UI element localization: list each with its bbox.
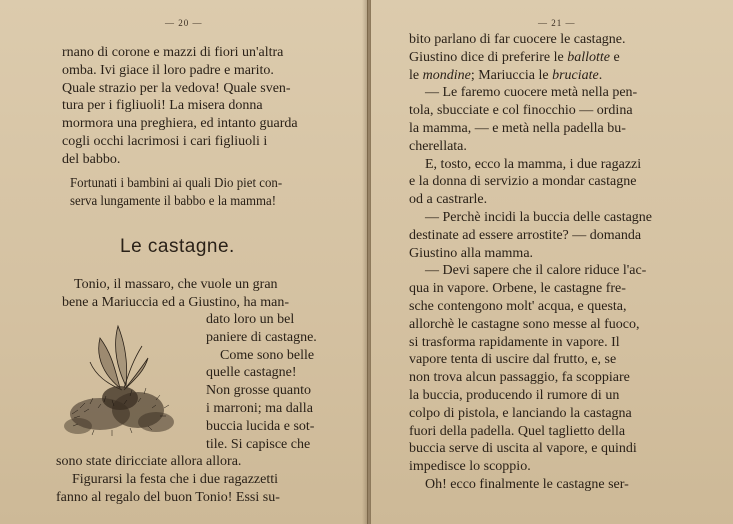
text-line: sche contengono molt' acqua, e questa, — [409, 298, 627, 314]
text-line: serva lungamente il babbo e la mamma! — [70, 194, 277, 209]
text-fragment: e — [610, 49, 620, 65]
chestnut-branch-engraving-icon — [60, 318, 180, 442]
text-line: quelle castagne! — [206, 365, 297, 381]
text-line: paniere di castagne. — [206, 329, 317, 345]
text-fragment-italic: bruciate — [552, 67, 599, 83]
text-line: si trasforma rapidamente in vapore. Il — [409, 334, 620, 350]
text-line: Figurarsi la festa che i due ragazzetti — [72, 471, 279, 487]
text-line — [409, 67, 652, 85]
text-line: Non grosse quanto — [206, 383, 311, 399]
text-line: mormora una preghiera, ed intanto guarda — [62, 116, 298, 132]
text-line: i marroni; ma dalla — [206, 400, 313, 416]
text-line: bene a Mariuccia ed a Giustino, ha man- — [62, 294, 290, 310]
text-line: colpo di pistola, e lanciando la castagna — [409, 405, 632, 421]
text-line: od a castrarle. — [409, 192, 488, 208]
text-fragment-italic: mondine — [422, 67, 471, 83]
text-line: buccia lucida e sot- — [206, 418, 315, 434]
text-line: Quale strazio per la vedova! Quale sven- — [62, 80, 291, 96]
text-line: la buccia, producendo il rumore di un — [409, 387, 620, 403]
text-line: — Perchè incidi la buccia delle castagne — [425, 209, 653, 225]
text-line: fuori della padella. Quel taglietto della — [409, 423, 626, 439]
text-line: impedisce lo scoppio. — [409, 459, 531, 475]
chapter-heading: Le castagne. — [120, 236, 235, 257]
text-line — [409, 49, 652, 67]
text-line: e la donna di servizio a mondar castagne — [409, 174, 637, 190]
left-page-number: — 20 — — [165, 18, 203, 28]
text-line: Oh! ecco finalmente le castagne ser- — [425, 476, 629, 492]
left-top-paragraph — [62, 44, 298, 169]
text-line: — Devi sapere che il calore riduce l'ac- — [425, 263, 647, 279]
text-line: buccia serve di uscita al vapore, e quindi — [409, 441, 637, 457]
story-intro — [62, 276, 290, 312]
text-line: omba. Ivi giace il loro padre e marito. — [62, 62, 274, 78]
text-line: la mamma, — e metà nella padella bu- — [409, 120, 626, 136]
text-line: vapore tenta di uscire dal frutto, e, se — [409, 352, 617, 368]
text-line: tile. Si capisce che — [206, 436, 311, 452]
text-line: — Le faremo cuocere metà nella pen- — [425, 85, 638, 101]
right-page — [370, 0, 733, 524]
text-fragment-italic: ballotte — [567, 49, 610, 65]
text-line: Fortunati i bambini ai quali Dio piet con- — [70, 176, 283, 191]
text-line: tura per i figliuoli! La misera donna — [62, 98, 263, 114]
text-line: del babbo. — [62, 151, 121, 167]
text-line: qua in vapore. Orbene, le castagne fre- — [409, 281, 626, 297]
text-line: cogli occhi lacrimosi i cari figliuoli i — [62, 133, 268, 149]
text-line: Come sono belle — [220, 347, 315, 363]
text-line: rnano di corone e mazzi di fiori un'altra — [62, 45, 284, 60]
text-line: E, tosto, ecco la mamma, i due ragazzi — [425, 156, 642, 172]
text-line: cherellata. — [409, 138, 467, 154]
text-line: bito parlano di far cuocere le castagne. — [409, 32, 626, 47]
text-fragment: Giustino dice di preferire le — [409, 49, 568, 65]
story-end — [56, 453, 280, 506]
text-line: fanno al regalo del buon Tonio! Essi su- — [56, 489, 280, 505]
moral-sentence — [70, 175, 282, 211]
text-line: destinate ad essere arrostite? — domanda — [409, 227, 642, 243]
text-line: non trova alcun passaggio, fa scoppiare — [409, 370, 630, 386]
text-fragment: . — [598, 67, 603, 83]
right-page-number: — 21 — — [538, 18, 576, 28]
text-line: sono state diricciate allora allora. — [56, 454, 242, 469]
text-line: Giustino alla mamma. — [409, 245, 534, 261]
text-fragment: le — [409, 67, 423, 83]
text-line: dato loro un bel — [206, 312, 295, 327]
right-page-text — [409, 31, 652, 494]
text-fragment: ; Mariuccia le — [470, 67, 553, 83]
text-line: tola, sbucciate e col finocchio — ordina — [409, 103, 633, 119]
text-line: Tonio, il massaro, che vuole un gran — [74, 277, 278, 292]
story-wrapped — [206, 311, 317, 453]
text-line: allorchè le castagne sono messe al fuoco, — [409, 316, 640, 332]
